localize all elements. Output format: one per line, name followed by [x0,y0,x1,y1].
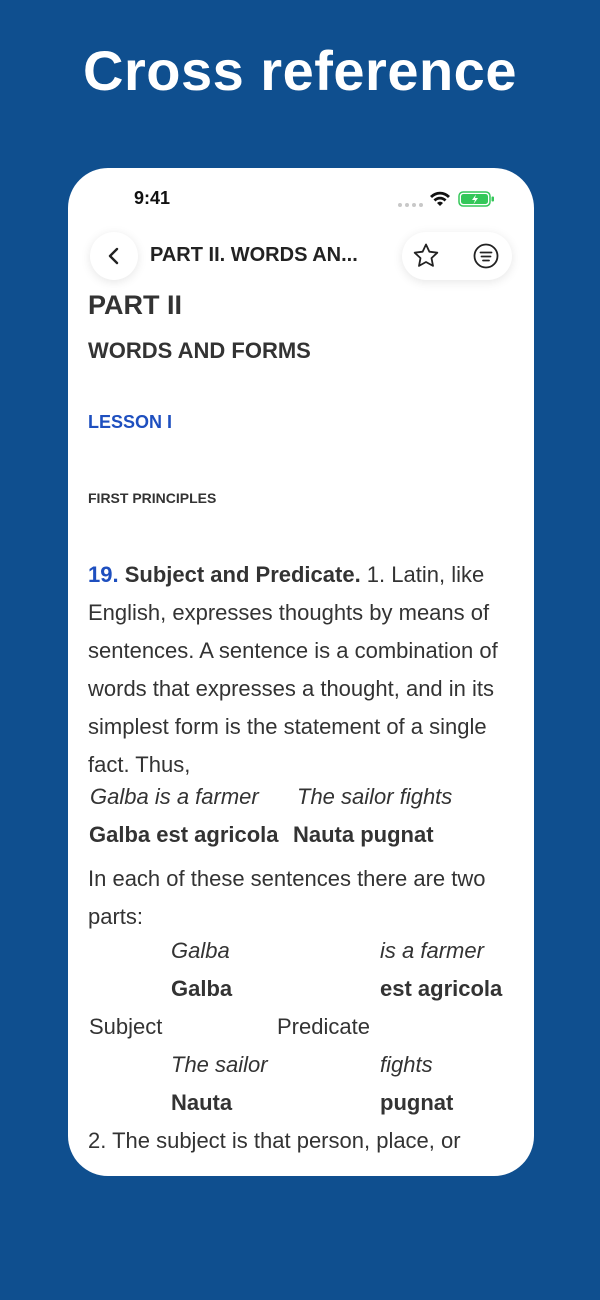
table2-english-subject: The sailor [171,1052,268,1077]
paragraph-text: 1. Latin, like English, expresses thoughts by means of sentences. A sentence is a combination of words that expresses a thought, and in its simplest form is the statement of a single fact. Thus, [88,562,498,777]
example-english-1: Galba is a farmer [90,784,259,809]
phone-screen [68,168,534,1176]
back-button[interactable] [90,232,138,280]
table2-latin-predicate: pugnat [380,1090,454,1115]
star-icon[interactable] [412,242,440,270]
nav-title: PART II. WORDS AN... [150,244,358,266]
table1-english-predicate: is a farmer [380,938,484,963]
table2-english-predicate: fights [380,1052,433,1077]
paragraph-number-link[interactable]: 19. [88,562,119,587]
table1-english-subject: Galba [171,938,230,963]
paragraph-19 [88,556,518,784]
table2-latin-subject: Nauta [171,1090,233,1115]
nav-actions [402,232,512,280]
section-heading: FIRST PRINCIPLES [88,490,217,506]
example-latin-1: Galba est agricola [89,822,279,847]
battery-icon [458,190,496,208]
paragraph-text-2: In each of these sentences there are two parts: [88,866,486,929]
wifi-icon [428,190,452,208]
back-chevron-icon [104,246,124,266]
table1-latin-predicate: est agricola [380,976,503,1001]
table1-latin-subject: Galba [171,976,233,1001]
subject-label: Subject [89,1014,163,1039]
lesson-link[interactable]: LESSON I [88,412,173,432]
headline: Cross reference [83,39,517,102]
example-latin-2: Nauta pugnat [293,822,434,847]
example-english-2: The sailor fights [297,784,453,809]
list-menu-icon[interactable] [472,242,500,270]
part-heading: PART II [88,290,182,320]
paragraph-text-3: 2. The subject is that person, place, or [88,1128,461,1153]
predicate-label: Predicate [277,1014,370,1039]
status-time: 9:41 [134,188,171,208]
signal-dots-icon [398,203,423,207]
part-subtitle: WORDS AND FORMS [88,338,311,363]
paragraph-heading: Subject and Predicate. [124,562,361,587]
